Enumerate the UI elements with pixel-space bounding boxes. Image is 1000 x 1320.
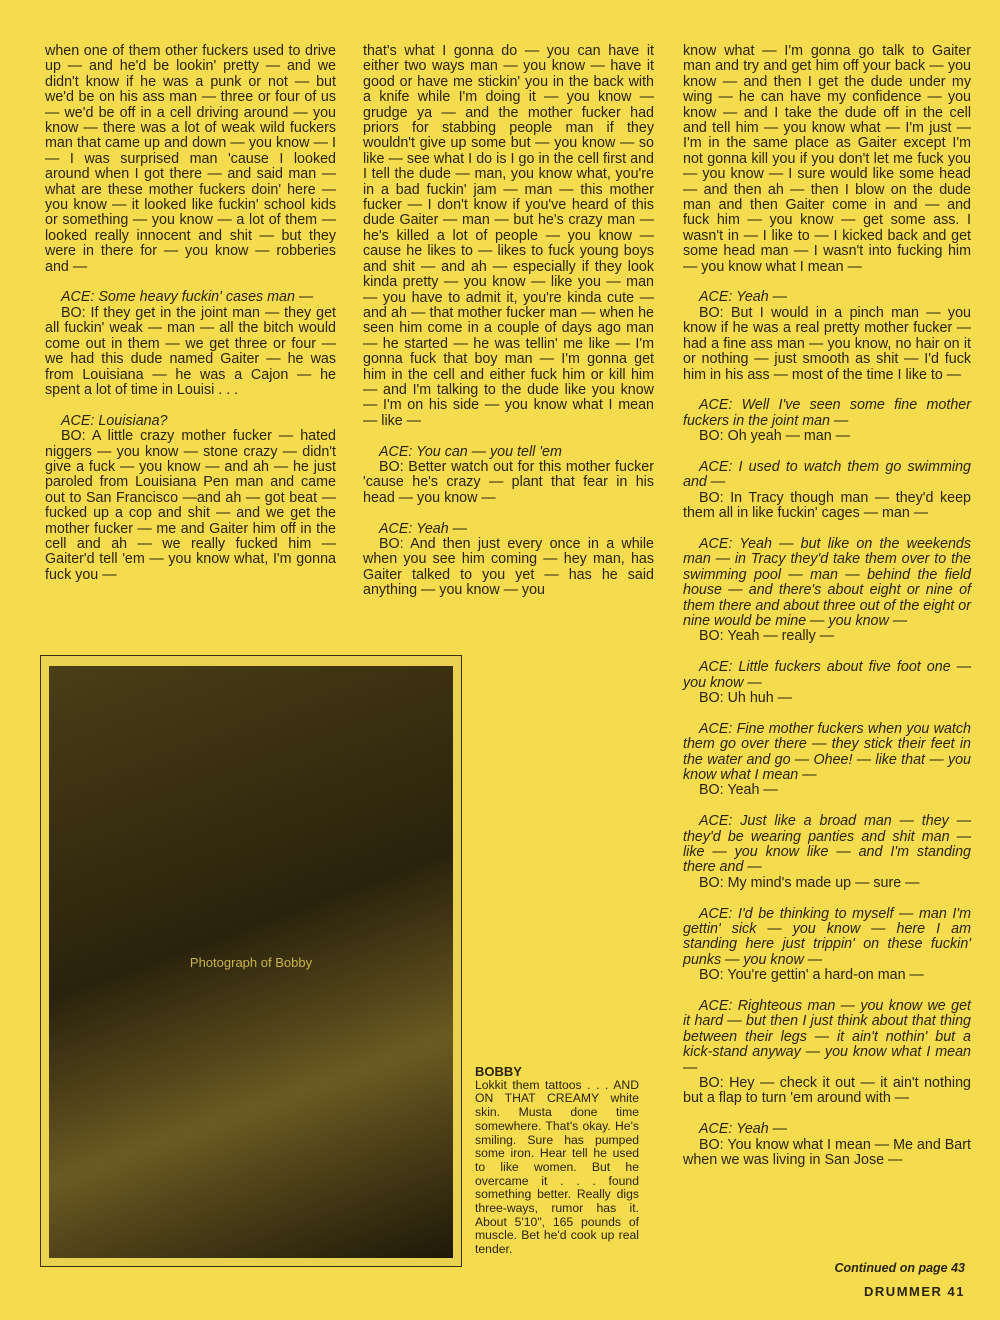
exchange: [683, 999, 971, 1107]
exchange: [683, 814, 971, 891]
exchange: [683, 907, 971, 984]
bo-line: BO: My mind's made up — sure —: [699, 874, 920, 891]
bo-line: BO: And then just every once in a while when you see him coming — hey man, has Gaiter talked to you yet — has he said anything — you know — you: [363, 535, 654, 599]
continued-paragraph: that's what I gonna do — you can have it either two ways man — you know — have it good or have me stickin' you in the back with a knife while I'm doing it — you know — grudge ya — and the mother fucker had priors for stabbing people man if they wouldn't give up some but — you know — so like — see what I do is I go in the cell first and I tell the dude — man, you know what, you're in a bad fuckin' jam — man — this mother fucker — I don't know if you've heard of this dude Gaiter — man — but he's crazy man — he's killed a lot of people — you know — cause he likes to — likes to fuck young boys and shit — and ah — especially if they look kinda pretty — you know — like you — man — you have to admit it, you're kinda cute — and ah — that mother fucker man — when he seen him come in a couple of days ago man — he started — he was tellin' me like — I'm gonna fuck that boy man — I'm gonna get him in the cell and either fuck him or kill him — and I'm talking to the dude like you know — I'm on his side — you know what I mean — like —: [363, 43, 654, 429]
continued-paragraph: know what — I'm gonna go talk to Gaiter man and try and get him off your back — you know — and then I get the dude under my wing — he can have my confidence — you know — and I take the dude off in the cell and tell him — you know what — I'm just — I'm in the same place as Gaiter except I'm not gonna kill you if you don't let me fuck you — you know — I sure would like some head — and then ah — then I blow on the dude man and then Gaiter come in and — and fuck him — you know — get some ass. I wasn't in — I like to — I kicked back and get some head man — I wasn't into fucking him — you know what I mean —: [683, 43, 971, 275]
bo-line: BO: Uh huh —: [699, 689, 792, 706]
exchange: [363, 445, 654, 507]
exchange: [683, 722, 971, 799]
bo-line: BO: Yeah — really —: [699, 628, 835, 645]
bo-line: BO: You're gettin' a hard-on man —: [699, 967, 924, 984]
bo-line: BO: Hey — check it out — it ain't nothing but a flap to turn 'em around with —: [683, 1075, 971, 1107]
exchange: [683, 398, 971, 444]
exchange: [683, 537, 971, 645]
continued-note: Continued on page 43: [834, 1261, 965, 1275]
bo-line: BO: A little crazy mother fucker — hated niggers — you know — stone crazy — didn't give a fuck — you know — and ah — he just paroled from Louisiana Pen man and came out to San Francisco —and ah — got beat — fucked up a cop and shit — and we get the mother fucker — me and Gaiter him off in the cell and ah — we really fucked him — Gaiter'd tell 'em — you know what, I'm gonna fuck you —: [45, 428, 336, 583]
photo: Photograph of Bobby: [49, 666, 453, 1258]
bo-line: BO: Yeah —: [699, 782, 778, 799]
ace-line: ACE: Little fuckers about five foot one — you know —: [683, 659, 971, 691]
bo-line: BO: Oh yeah — man —: [699, 428, 850, 445]
ace-line: ACE: Louisiana?: [61, 412, 168, 429]
page-folio: DRUMMER 41: [864, 1284, 965, 1299]
exchange: [363, 44, 654, 429]
photo-caption: [475, 1065, 639, 1257]
text-column-1: [45, 44, 336, 599]
bo-line: BO: You know what I mean — Me and Bart when we was living in San Jose —: [683, 1136, 971, 1169]
exchange: [45, 44, 336, 275]
ace-line: ACE: You can — you tell 'em: [379, 443, 562, 460]
exchange: [45, 414, 336, 583]
continued-paragraph: when one of them other fuckers used to drive up — and he'd be lookin' pretty — and we didn't know if he was a punk or not — but we'd be on his ass man — three or four of us — we'd be off in a cell driving around — you know — there was a lot of weak wild fuckers man that came up and down — you know — I — I was surprised man 'cause I looked around when I got there — and said man — what are these mother fuckers doin' here — you know — it looked like fuckin' school kids or something — you know — a lot of them — looked really innocent and shit — but they were in there for — you know — robberies and —: [45, 43, 336, 275]
ace-line: ACE: Well I've seen some fine mother fuckers in the joint man —: [683, 397, 971, 429]
caption-name: BOBBY: [475, 1064, 522, 1079]
ace-line: ACE: Yeah — but like on the weekends man — in Tracy they'd take them over to the swimming pool — man — behind the field house — and there's about eight or nine of them there and about three out of the eight or nine would be mine — you know —: [683, 535, 971, 629]
ace-line: ACE: Fine mother fuckers when you watch them go over there — they stick their feet in the water and go — Ohee! — like that — you know what I mean —: [683, 720, 971, 783]
ace-line: ACE: Some heavy fuckin' cases man —: [61, 289, 314, 306]
exchange: [683, 290, 971, 382]
photo-frame: [40, 655, 462, 1267]
bo-line: BO: But I would in a pinch man — you know if he was a real pretty mother fucker — had a fine ass man — you know, no hair on it or nothing — just smooth as shit — I'd fuck him in his ass — most of the time I like to —: [683, 304, 971, 383]
ace-line: ACE: Righteous man — you know we get it hard — but then I just think about that thing between their legs — it ain't nothin' but a kick-stand anyway — you know what I mean —: [683, 998, 971, 1076]
exchange: [683, 460, 971, 522]
text-column-3: [683, 44, 971, 1184]
bo-line: BO: In Tracy though man — they'd keep them all in like fuckin' cages — man —: [683, 489, 971, 522]
text-column-2: [363, 44, 654, 614]
ace-line: ACE: Yeah —: [699, 1121, 787, 1138]
exchange: [683, 44, 971, 275]
caption-text: Lokkit them tattoos . . . AND ON THAT CREAMY white skin. Musta done time somewhere. That's okay. He's smiling. Sure has pumped some iron. Hear tell he used to like women. But he overcame it . . . found something better. Really digs three-ways, rumor has it. About 5'10", 165 pounds of muscle. Bet he'd cook up real tender.: [475, 1077, 639, 1257]
ace-line: ACE: Just like a broad man — they — they'd be wearing panties and shit man — like — you know like — and I'm standing there and —: [683, 813, 971, 876]
ace-line: ACE: Yeah —: [699, 289, 787, 306]
bo-line: BO: If they get in the joint man — they get all fuckin' weak — man — all the bitch would come out in them — we get three or four — we had this dude named Gaiter — he was from Louisiana — he was a Cajon — he spent a lot of time in Louisi . . .: [45, 304, 336, 398]
bo-line: BO: Better watch out for this mother fucker 'cause he's crazy — plant that fear in his head — you know —: [363, 458, 654, 506]
ace-line: ACE: I'd be thinking to myself — man I'm gettin' sick — you know — here I am standing here just trippin' on these fuckin' punks — you know —: [683, 905, 971, 968]
ace-line: ACE: I used to watch them go swimming and —: [683, 458, 971, 491]
exchange: [363, 522, 654, 599]
ace-line: ACE: Yeah —: [379, 520, 467, 537]
exchange: [683, 1122, 971, 1168]
exchange: [45, 290, 336, 398]
exchange: [683, 660, 971, 706]
